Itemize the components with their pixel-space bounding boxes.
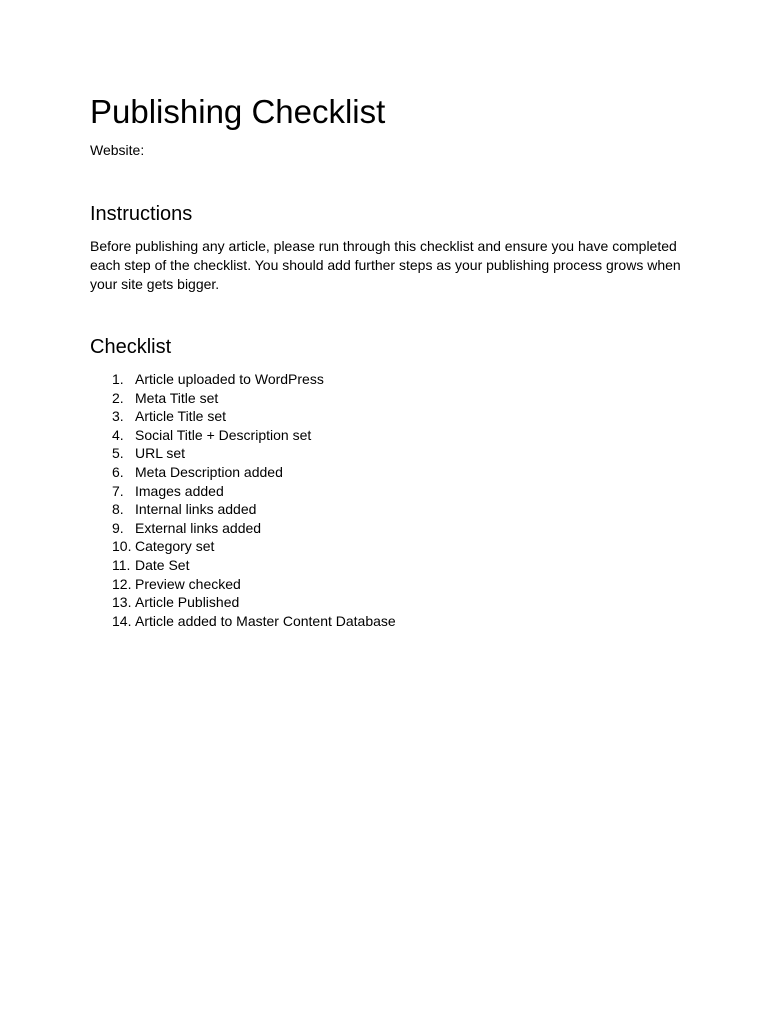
checklist-item-text: Meta Title set bbox=[135, 389, 219, 406]
checklist-item-number: 13. bbox=[112, 594, 132, 611]
checklist-item-text: Meta Description added bbox=[135, 463, 283, 480]
checklist-item-text: Preview checked bbox=[135, 575, 241, 592]
website-label: Website: bbox=[90, 142, 145, 158]
checklist-item-text: Article Published bbox=[135, 594, 240, 611]
checklist-item-text: URL set bbox=[135, 445, 186, 462]
checklist-item-text: Social Title + Description set bbox=[135, 426, 312, 443]
document-title: Publishing Checklist bbox=[90, 93, 386, 130]
instructions-heading: Instructions bbox=[90, 203, 193, 225]
checklist-item-number: 1. bbox=[112, 371, 124, 387]
checklist-item-number: 4. bbox=[112, 426, 124, 443]
checklist-item-number: 2. bbox=[112, 389, 124, 406]
checklist-item-text: Article Title set bbox=[135, 408, 227, 425]
checklist-item-text: Date Set bbox=[135, 556, 190, 573]
checklist-item-text: Internal links added bbox=[135, 501, 257, 518]
checklist-item-number: 6. bbox=[112, 463, 124, 480]
checklist-item-number: 9. bbox=[112, 519, 124, 536]
checklist-item-text: Category set bbox=[135, 538, 215, 555]
checklist-item-text: Images added bbox=[135, 482, 224, 499]
checklist-item-number: 7. bbox=[112, 482, 124, 499]
checklist-item-number: 14. bbox=[112, 612, 132, 629]
checklist-item-number: 3. bbox=[112, 408, 124, 425]
checklist-item-text: Article added to Master Content Database bbox=[135, 612, 396, 629]
checklist-item-number: 10. bbox=[112, 538, 132, 555]
instructions-paragraph: Before publishing any article, please run through this checklist and ensure you have completed each step of the checklist. You should add further steps as your publishing process grows when your site gets bigger. bbox=[90, 238, 681, 292]
checklist-item-number: 11. bbox=[112, 556, 131, 573]
checklist-item-text: Article uploaded to WordPress bbox=[135, 371, 324, 387]
checklist-item-number: 12. bbox=[112, 575, 132, 592]
checklist-item-number: 8. bbox=[112, 501, 124, 518]
checklist-heading: Checklist bbox=[90, 336, 172, 358]
checklist-item-text: External links added bbox=[135, 519, 262, 536]
checklist-item-number: 5. bbox=[112, 445, 124, 462]
